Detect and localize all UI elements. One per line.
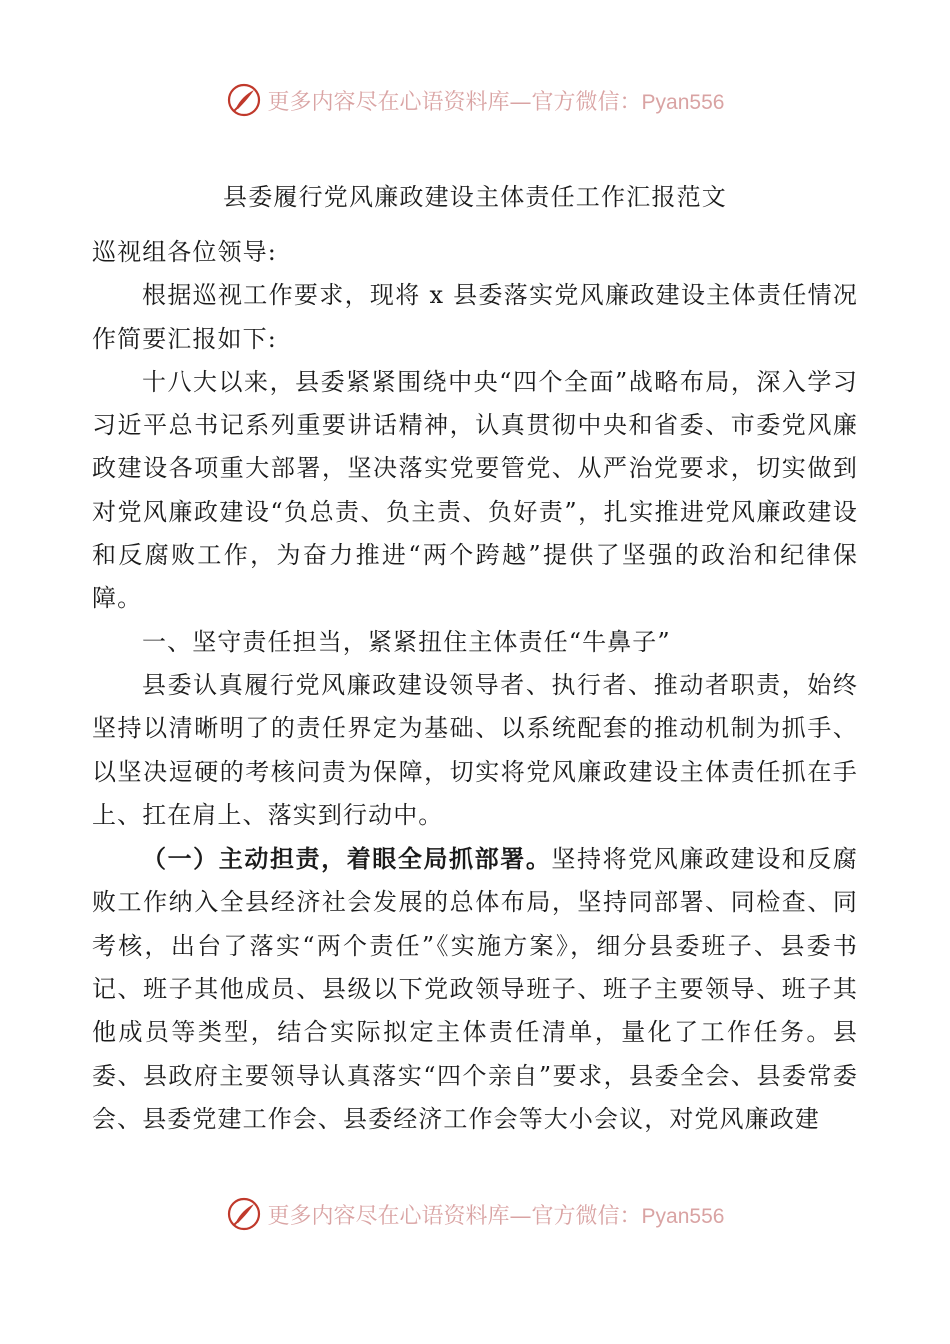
footer-banner-text — [268, 1199, 725, 1230]
footer-banner-label: 更多内容尽在心语资料库—官方微信： — [267, 1203, 642, 1229]
subsection-text: 坚持将党风廉政建设和反腐败工作纳入全县经济社会发展的总体布局，坚持同部署、同检查、同考核，出台了落实“两个责任”《实施方案》，细分县委班子、县委书记、班子其他成员、县级以下党政领导班子、班子主要领导、班子其他成员等类型，结合实际拟定主体责任清单，量化了工作任务。县委、县政府主要领导认真落实“四个亲自”要求，县委全会、县委常委会、县委党建工作会、县委经济工作会等大小会议，对党风廉政建 — [92, 845, 858, 1133]
subsection-lead: （一）主动担责，着眼全局抓部署。 — [142, 844, 552, 874]
paragraph-subsection — [92, 837, 858, 1141]
header-banner-label: 更多内容尽在心语资料库—官方微信： — [267, 89, 642, 115]
header-banner — [0, 78, 950, 122]
paragraph-intro: 根据巡视工作要求，现将 x 县委落实党风廉政建设主体责任情况作简要汇报如下: — [92, 281, 858, 353]
greeting: 巡视组各位领导: — [92, 238, 277, 266]
section-heading: 一、坚守责任担当，紧紧扭住主体责任“牛鼻子” — [142, 627, 671, 656]
feather-pen-logo-icon — [226, 82, 262, 118]
feather-pen-logo-icon — [226, 1196, 262, 1232]
footer-wechat-id: Pyan556 — [641, 1204, 725, 1228]
footer-banner — [0, 1192, 950, 1236]
header-wechat-id: Pyan556 — [641, 90, 725, 114]
paragraph-overview: 十八大以来，县委紧紧围绕中央“四个全面”战略布局，深入学习习近平总书记系列重要讲话精神，认真贯彻中央和省委、市委党风廉政建设各项重大部署，坚决落实党要管党、从严治党要求，切实做到对党风廉政建设“负总责、负主责、负好责”，扎实推进党风廉政建设和反腐败工作，为奋力推进“两个跨越”提供了坚强的政治和纪律保障。 — [92, 367, 858, 613]
document-title: 县委履行党风廉政建设主体责任工作汇报范文 — [223, 183, 727, 211]
header-banner-text — [268, 85, 725, 116]
document-body — [92, 231, 858, 1141]
paragraph-section-intro: 县委认真履行党风廉政建设领导者、执行者、推动者职责，始终坚持以清晰明了的责任界定为基础、以系统配套的推动机制为抓手、以坚决逗硬的考核问责为保障，切实将党风廉政建设主体责任抓在手上、扛在肩上、落实到行动中。 — [92, 670, 858, 829]
